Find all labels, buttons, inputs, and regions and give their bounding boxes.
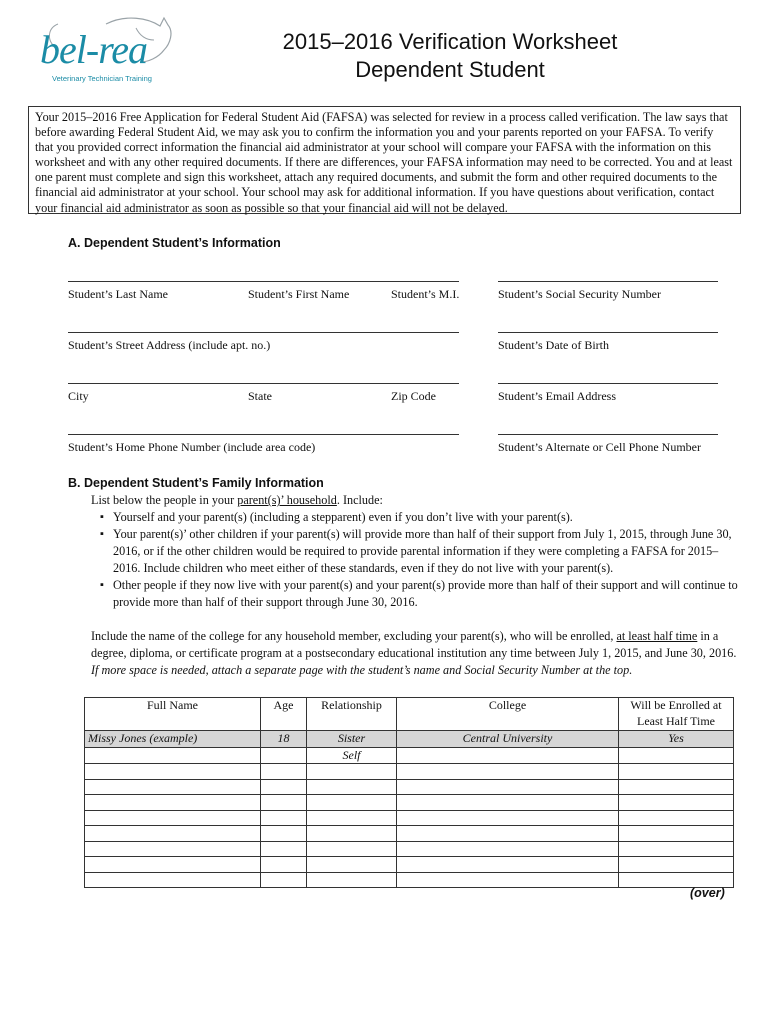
section-a-heading: A. Dependent Student’s Information (68, 236, 281, 250)
intro-box: Your 2015–2016 Free Application for Federal Student Aid (FAFSA) was selected for review in a process called verification. The law says that before awarding Federal Student Aid, we may ask you to confirm the information you and your parents reported on your FAFSA. To verify that you provided correct information the financial aid administrator at your school will compare your FAFSA with the information on this worksheet and with any other required documents. If there are differences, your FAFSA information may need to be corrected. You and at least one parent must complete and sign this worksheet, attach any required documents, and submit the form and other required documents to the financial aid administrator at your school. Your school may ask for additional information. If you have questions about verification, contact your financial aid administrator as soon as possible so that your financial aid will not be delayed. (28, 106, 741, 214)
over-label: (over) (690, 886, 725, 900)
ssn-label: Student’s Social Security Number (498, 287, 661, 301)
dob-label: Student’s Date of Birth (498, 338, 609, 352)
table-row[interactable] (85, 841, 734, 857)
cell-phone-line[interactable] (498, 434, 718, 435)
table-row[interactable] (85, 747, 734, 764)
home-phone-label: Student’s Home Phone Number (include area code) (68, 440, 316, 454)
example-college: Central University (397, 731, 619, 748)
first-name-label: Student’s First Name (248, 287, 350, 301)
logo-brand: bel-rea (40, 27, 148, 72)
table-row[interactable] (85, 872, 734, 888)
section-b-heading: B. Dependent Student’s Family Information (68, 476, 324, 490)
table-row-example (85, 731, 734, 748)
street-label: Student’s Street Address (include apt. no.) (68, 338, 271, 352)
col-enrolled: Will be Enrolled at Least Half Time (619, 698, 734, 731)
col-full-name: Full Name (85, 698, 261, 731)
table-row[interactable] (85, 795, 734, 811)
logo-tagline: Veterinary Technician Training (52, 74, 152, 83)
household-instructions (91, 492, 741, 611)
email-label: Student’s Email Address (498, 389, 616, 403)
col-age: Age (261, 698, 307, 731)
list-item: ▪ Yourself and your parent(s) (including a stepparent) even if you don’t live with your parent(s). (91, 509, 741, 526)
home-phone-line[interactable] (68, 434, 459, 435)
ssn-line[interactable] (498, 281, 718, 282)
col-college: College (397, 698, 619, 731)
last-name-label: Student’s Last Name (68, 287, 168, 301)
table-row[interactable] (85, 810, 734, 826)
list-item: ▪ Your parent(s)’ other children if your parent(s) will provide more than half of their support from July 1, 2015, through June 30, 2016, or if the other children would be required to provide parental information if they were completing a FAFSA for 2015–2016. Include children who meet either of these standards, even if they do not live with your parent(s). (91, 526, 741, 577)
table-header (85, 698, 734, 731)
self-label: Self (307, 747, 397, 764)
college-instructions: Include the name of the college for any household member, excluding your parent(s), who will be enrolled, at least half time in a degree, diploma, or certificate program at a postsecondary educational institution any time between July 1, 2015, and June 30, 2016. If more space is needed, attach a separate page with the student’s name and Social Security Number at the top. (91, 629, 737, 677)
table-row[interactable] (85, 857, 734, 873)
table-row[interactable] (85, 779, 734, 795)
email-line[interactable] (498, 383, 718, 384)
logo (36, 10, 176, 88)
col-relationship: Relationship (307, 698, 397, 731)
page-title: 2015–2016 Verification Worksheet (282, 29, 618, 54)
state-label: State (248, 389, 272, 403)
include-list (91, 509, 741, 611)
zip-label: Zip Code (391, 389, 436, 403)
city-line[interactable] (68, 383, 459, 384)
example-name: Missy Jones (example) (85, 731, 261, 748)
page-subtitle: Dependent Student (355, 57, 545, 82)
mi-label: Student’s M.I. (391, 287, 460, 301)
family-table (84, 697, 734, 888)
table-row[interactable] (85, 764, 734, 780)
example-age: 18 (261, 731, 307, 748)
example-enrolled: Yes (619, 731, 734, 748)
dob-line[interactable] (498, 332, 718, 333)
list-item: ▪ Other people if they now live with your parent(s) and your parent(s) provide more than half of their support and will continue to provide more than half of their support through June 30, 2016. (91, 577, 741, 611)
table-row[interactable] (85, 826, 734, 842)
city-label: City (68, 389, 89, 403)
name-line[interactable] (68, 281, 459, 282)
cell-phone-label: Student’s Alternate or Cell Phone Number (498, 440, 701, 454)
street-line[interactable] (68, 332, 459, 333)
list-intro: List below the people in your parent(s)’ household. Include: (91, 493, 383, 507)
example-relationship: Sister (307, 731, 397, 748)
